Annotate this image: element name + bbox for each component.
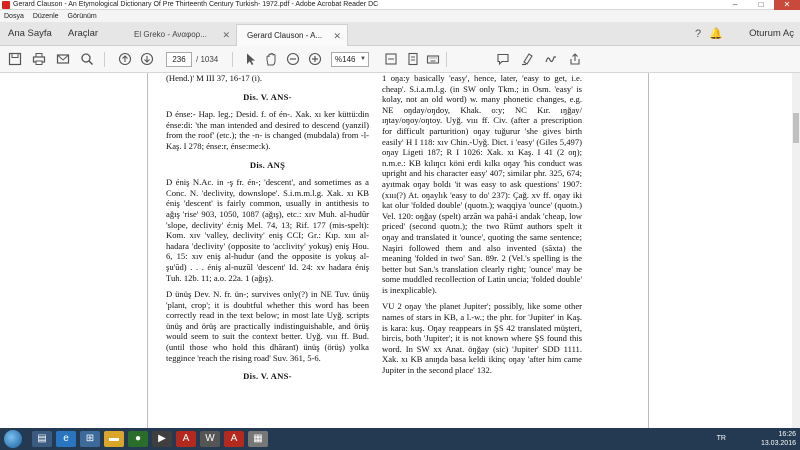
close-tab-icon[interactable]: ✕ <box>222 30 230 40</box>
entry-text: (Hend.)' M III 37, 16-17 (i). <box>166 73 263 83</box>
tab-bar <box>0 22 800 46</box>
pdf-page <box>147 73 649 428</box>
start-button[interactable] <box>4 430 22 448</box>
scroll-mode-icon[interactable] <box>404 51 421 68</box>
sign-icon[interactable] <box>542 51 559 68</box>
zoom-out-icon[interactable] <box>284 51 301 68</box>
file-explorer-icon[interactable]: ▤ <box>32 431 52 447</box>
page-number-input[interactable]: 236 <box>166 52 192 67</box>
menu-file[interactable]: Dosya <box>4 12 24 20</box>
clock-time: 16:26 <box>778 431 796 438</box>
close-tab-icon[interactable]: ✕ <box>333 31 341 41</box>
entry-text: D énse:- Hap. leg.; Desid. f. of én-. Xak. xı ker küttü:din énse:di: 'the man intended and desired to descend (yanzil) from the roof' (etc.); the -n- is changed (mubdala) from -l- Kaş. I 278; énse:r, énse:me:k). <box>166 109 369 151</box>
chrome-icon[interactable]: ● <box>128 431 148 447</box>
section-heading: Dis. V. ANS- <box>243 91 292 102</box>
comment-icon[interactable] <box>494 51 511 68</box>
tools-tab[interactable]: Araçlar <box>68 28 99 39</box>
menu-edit[interactable]: Düzenle <box>32 12 59 20</box>
entry-text: VU 2 oŋay 'the planet Jupiter'; possibly, like some other names of stars in KB, a l.-w.; the phr. for 'Jupiter' in Kaş. is kara: kuş. Oŋay reappears in ŞS 42 translated müşteri, bircis, both 'Jupiter'; it is not known where ŞS found this word. In SW xx Anat. öŋğay (sic) 'Jupiter' SDD 1111. Xak. xı KB anıŋda basa keldi ikinç oŋay 'after him came Jupiter in the second place' 132. <box>382 301 582 376</box>
help-icon[interactable]: ? <box>694 28 702 40</box>
fit-page-icon[interactable] <box>382 51 399 68</box>
page-total: / 1034 <box>196 55 219 64</box>
highlight-icon[interactable] <box>518 51 535 68</box>
right-text-column <box>382 73 582 382</box>
section-heading: Dis. V. ANS- <box>243 371 292 382</box>
pdf-taskbar-icon[interactable]: A <box>224 431 244 447</box>
section-heading: Dis. ANŞ <box>249 159 286 170</box>
toolbar-divider <box>232 52 233 67</box>
acrobat-taskbar-icon[interactable]: A <box>176 431 196 447</box>
sign-in-button[interactable]: Oturum Aç <box>749 28 794 39</box>
toolbar-divider <box>104 52 105 67</box>
language-indicator[interactable]: TR <box>716 435 726 442</box>
zoom-level-value: %146 <box>335 55 356 64</box>
minimize-icon[interactable]: – <box>732 0 738 9</box>
email-icon[interactable] <box>54 51 71 68</box>
select-cursor-icon[interactable] <box>242 51 259 68</box>
hand-tool-icon[interactable] <box>262 51 279 68</box>
entry-text: D ünüş Dev. N. fr. ün-; survives only(?) in NE Tuv. ünüş 'plant, crop'; it is doubtful whether this word has been correctly read in the text below; in most late Uyğ. scripts ünüş and örüş are practically indistinguishable, and örüş would seem to suit the context better. Uyğ. vııı ff. Bud. (until those who hold this dhāranī) ünüş (örüş) yolka teggince 'reach the rising road' Suv. 361, 5-6. <box>166 289 369 363</box>
document-taskbar-icon[interactable]: ▦ <box>248 431 268 447</box>
keyboard-icon[interactable] <box>424 51 441 68</box>
save-icon[interactable] <box>6 51 23 68</box>
windows-taskbar <box>0 428 800 450</box>
search-icon[interactable] <box>78 51 95 68</box>
zoom-level-select[interactable] <box>331 52 369 67</box>
document-tab[interactable] <box>124 24 236 46</box>
close-icon[interactable]: ✕ <box>774 0 800 10</box>
word-icon[interactable]: W <box>200 431 220 447</box>
maximize-icon[interactable]: □ <box>758 0 764 9</box>
window-title: Gerard Clauson - An Etymological Dictionary Of Pre Thirteenth Century Turkish- 1972.pdf - Adobe Acrobat Reader DC <box>13 1 379 8</box>
previous-page-icon[interactable] <box>116 51 133 68</box>
print-icon[interactable] <box>30 51 47 68</box>
clock[interactable] <box>752 430 796 448</box>
toolbar-divider <box>446 52 447 67</box>
home-tab[interactable]: Ana Sayfa <box>8 28 52 39</box>
entry-text: 1 oŋa:y basically 'easy', hence, later, 'easy to get, i.e. cheap'. S.i.a.m.l.g. (in SW only Tkm.; in Osm. 'easy' is kolay, not an old word) w. many phonetic changes, e.g. NE oŋday/oŋdoy, Khak. o:y; NC Kır. ıŋğay/ıŋtay/oŋoy/oŋtoy. Uyğ. vııı ff. Civ. (after a prescription for difficult parturition) oŋay tuğurur 'she gives birth easily' H I 118: xıv Chin.-Uyğ. Dict. i 'easy' (Giles 5,497) oŋay Ligeti 187; R I 1026: Xak. xı Kaş. I 41 (2 oŋ); n.m.e.: KB kılıŋcı köni erdi kılkı oŋay 'his conduct was upright and his character easy' 407; similar phr. 325, 674; ayıtmak oŋay boldı 'it was easy to ask questions' 1907: (xııı(?) At. oŋaylık 'easy to do' 237): Çağ. xv ff. oŋay iki kat olur 'folded double' (quotn.); waqqiya 'ounce' (quotn.) Vel. 120: oŋğay (spelt) arzān wa pahā-i andak 'cheap, low priced' (second quotn.); the two Rūmī authors spelt it oŋay and translated it 'ounce', quoting the same sentence; Naşiri followed them and also invented (sāxta) the meaning 'folded in two' San. 89r. 2 (Vel.'s spelling is the better but San.'s translation clearly right; 'ounce' may be some muddled recollection of Latin uncia; 'folded double' is inexplicable). <box>382 73 582 295</box>
folder-icon[interactable]: ▬ <box>104 431 124 447</box>
document-tab-active[interactable] <box>236 24 348 46</box>
menu-bar <box>0 10 800 22</box>
share-icon[interactable] <box>566 51 583 68</box>
acrobat-app-icon <box>2 1 10 9</box>
internet-explorer-icon[interactable]: e <box>56 431 76 447</box>
scrollbar-thumb[interactable] <box>793 113 799 143</box>
next-page-icon[interactable] <box>138 51 155 68</box>
entry-text: D éniş N.Ac. in -ş fr. én-; 'descent', and sometimes as a Conc. N. 'declivity, downslope'. S.i.m.m.l.g. Xak. xı KB éniş 'descent' is fairly common, usually in antithesis to ağış 'rise' 903, 1050, 1087 (ağış), etc.: xıv Muh. al-hudūr 'slope, declivity' é:niş Mel. 74, 13; Rif. 177 (mis-spelt): Kom. xıv 'valley, declivity' eniş CCI; Gr.: Kıp. xııı al-hadara 'declivity' (opposite to 'acclivity' yokuş) eniş Hou. 6, 15: xıv eniş al-hudur (and the opposite is yokuş al-şu'ūd) . . . éniş al-nuzūl 'descent' Id. 24: xv hadara éniş Tuh. 12b. 11; a.o. 22a. 1 (ağış). <box>166 177 369 283</box>
zoom-in-icon[interactable] <box>306 51 323 68</box>
window-controls <box>722 0 800 10</box>
vertical-scrollbar[interactable] <box>792 73 800 428</box>
title-bar <box>0 0 800 10</box>
document-tab-label: El Greko - Αναφορ... <box>134 30 207 39</box>
document-tab-label: Gerard Clauson - A... <box>247 31 323 40</box>
left-text-column <box>166 73 369 389</box>
windows-icon[interactable]: ⊞ <box>80 431 100 447</box>
clock-date: 13.03.2016 <box>760 440 796 447</box>
toolbar <box>0 46 800 73</box>
media-player-icon[interactable]: ▶ <box>152 431 172 447</box>
chevron-down-icon: ▼ <box>360 56 366 62</box>
menu-view[interactable]: Görünüm <box>67 12 97 20</box>
document-viewer[interactable] <box>0 73 800 428</box>
notifications-icon[interactable]: 🔔 <box>709 28 723 40</box>
